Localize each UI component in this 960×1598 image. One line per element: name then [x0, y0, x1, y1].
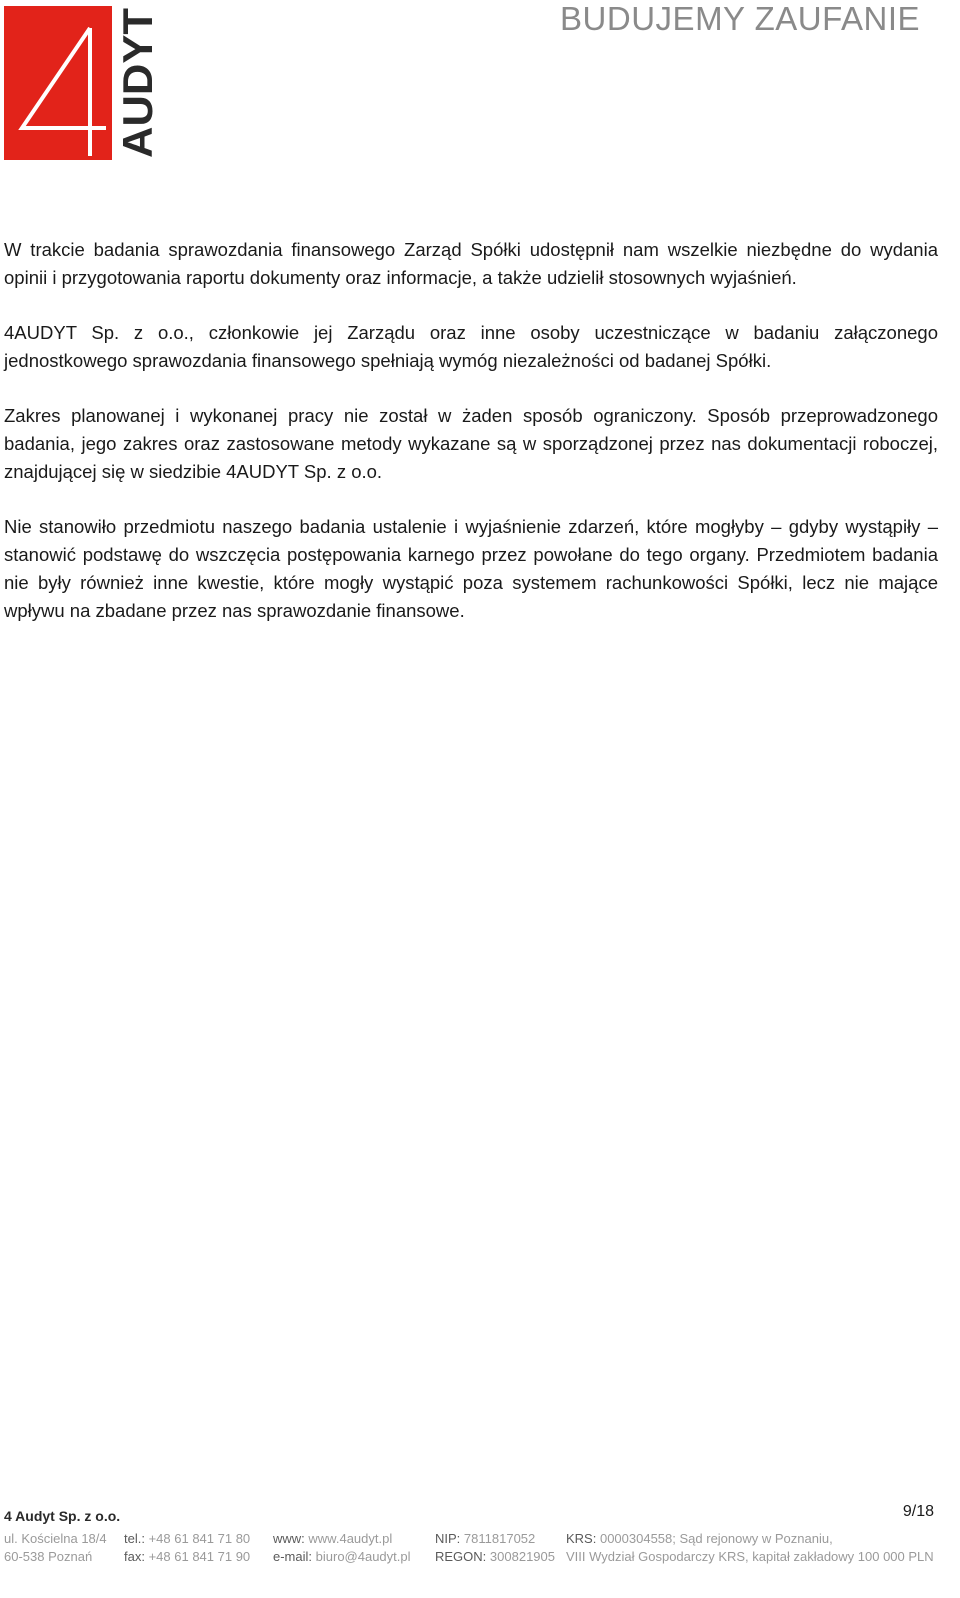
nip-value: 7811817052	[463, 1531, 536, 1546]
krs-value: 0000304558; Sąd rejonowy w Poznaniu,	[599, 1531, 833, 1546]
regon-value: 300821905	[489, 1549, 555, 1564]
paragraph-limitations: Nie stanowiło przedmiotu naszego badania ustalenie i wyjaśnienie zdarzeń, które mogłyby – gdyby wystąpiły – stanowić podstawę do wszczęcia postępowania karnego przez powołane do tego organy. Przedmiotem badania nie były również inne kwestie, które mogły wystąpić poza systemem rachunkowości Spółki, lecz nie mające wpływu na zbadane przez nas sprawozdanie finansowe.	[4, 516, 938, 621]
footer-registry	[566, 1530, 934, 1566]
page-footer	[0, 1500, 960, 1598]
company-logo	[4, 6, 161, 160]
tel-value: +48 61 841 71 80	[148, 1531, 251, 1546]
paragraph-independence: 4AUDYT Sp. z o.o., członkowie jej Zarządu oraz inne osoby uczestniczące w badaniu załączonego jednostkowego sprawozdania finansowego spełniają wymóg niezależności od badanej Spółki.	[4, 322, 938, 371]
regon-label: REGON:	[435, 1549, 487, 1564]
logo-brand-text	[114, 6, 161, 160]
fax-value: +48 61 841 71 90	[148, 1549, 251, 1564]
report-body	[4, 236, 938, 652]
tel-label: tel.:	[124, 1531, 145, 1546]
registry-line-2: VIII Wydział Gospodarczy KRS, kapitał zakładowy 100 000 PLN	[566, 1549, 934, 1564]
email-link[interactable]: biuro@4audyt.pl	[315, 1549, 411, 1564]
address-line-1: ul. Kościelna 18/4	[4, 1531, 107, 1546]
footer-ids	[435, 1530, 555, 1566]
footer-address	[4, 1530, 107, 1566]
paragraph-scope: Zakres planowanej i wykonanej pracy nie został w żaden sposób ograniczony. Sposób przeprowadzonego badania, jego zakres oraz zastosowane metody wykazane są w sporządzonej przez nas dokumentacji roboczej, znajdującej się w siedzibie 4AUDYT Sp. z o.o.	[4, 405, 938, 482]
page-number: 9/18	[902, 1503, 934, 1520]
www-label: www:	[273, 1531, 305, 1546]
www-link[interactable]: www.4audyt.pl	[308, 1531, 393, 1546]
paragraph-documents: W trakcie badania sprawozdania finansowego Zarząd Spółki udostępnił nam wszelkie niezbędne do wydania opinii i przygotowania raportu dokumenty oraz informacje, a także udzielił stosownych wyjaśnień.	[4, 239, 938, 288]
email-label: e-mail:	[273, 1549, 313, 1564]
footer-phone	[124, 1530, 250, 1566]
footer-web	[273, 1530, 411, 1566]
fax-label: fax:	[124, 1549, 145, 1564]
header-tagline: BUDUJEMY ZAUFANIE	[560, 0, 920, 37]
krs-label: KRS:	[566, 1531, 597, 1546]
logo-digit-four	[4, 6, 112, 160]
nip-label: NIP:	[435, 1531, 461, 1546]
svg-text:AUDYT: AUDYT	[114, 13, 161, 158]
address-line-2: 60-538 Poznań	[4, 1549, 93, 1564]
footer-company-name: 4 Audyt Sp. z o.o.	[4, 1508, 121, 1524]
